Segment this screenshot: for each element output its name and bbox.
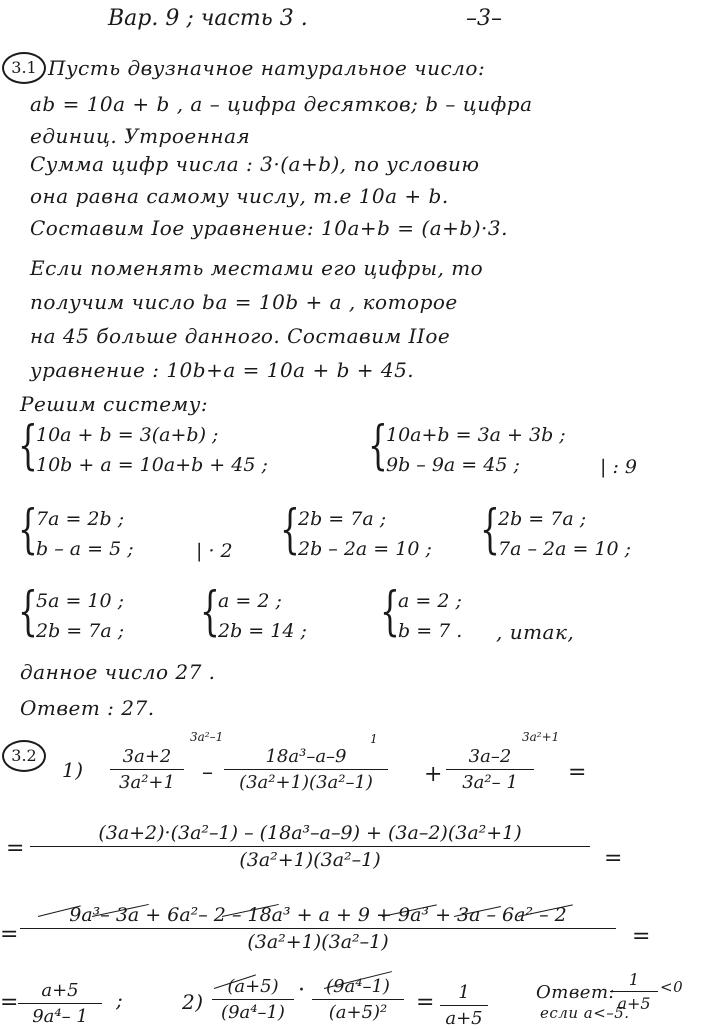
multiplier-note: 3a²+1	[522, 730, 560, 744]
fraction-numerator: (9a⁴–1)	[312, 976, 404, 1000]
equals-sign: =	[568, 760, 587, 785]
system-equation: b – a = 5 ;	[36, 538, 134, 560]
equation-system	[480, 500, 680, 570]
fraction-denominator: 3a²+1	[119, 772, 175, 793]
part-label: 1)	[62, 758, 84, 782]
brace-symbol: {	[280, 500, 300, 560]
equation-system	[18, 582, 188, 652]
solution-line: уравнение : 10b+a = 10a + b + 45.	[30, 358, 415, 382]
solution-line: Составим Iое уравнение: 10a+b = (a+b)·3.	[30, 216, 508, 240]
system-equation: 2b – 2a = 10 ;	[298, 538, 432, 560]
brace-symbol: {	[18, 416, 38, 476]
fraction-3	[446, 746, 534, 793]
plus-sign: +	[424, 762, 443, 787]
equals-sign: =	[604, 846, 623, 871]
fraction-denominator: (a+5)²	[328, 1002, 388, 1023]
operation-note: | : 9	[600, 456, 637, 478]
system-equation: 7a = 2b ;	[36, 508, 125, 530]
brace-symbol: {	[18, 582, 38, 642]
multiplier-note: 1	[370, 732, 378, 746]
solution-line: получим число ba = 10b + a , которое	[30, 290, 458, 314]
brace-symbol: {	[18, 500, 38, 560]
fraction-denominator: (3a²+1)(3a²–1)	[239, 772, 373, 793]
solution-line: Решим систему:	[20, 392, 209, 416]
multiplier-note: 3a²–1	[190, 730, 224, 744]
equals-sign: =	[0, 990, 19, 1015]
system-equation: 7a – 2a = 10 ;	[498, 538, 632, 560]
equation-system	[280, 500, 470, 570]
conclusion-text: , итак,	[496, 620, 575, 644]
solution-line: Пусть двузначное натуральное число:	[48, 56, 486, 80]
answer-line: Ответ : 27.	[20, 696, 155, 720]
fraction-2	[224, 746, 388, 793]
fraction-numerator: 3a–2	[446, 746, 534, 770]
fraction-denominator: (9a⁴–1)	[221, 1002, 285, 1023]
fraction-numerator: 18a³–a–9	[224, 746, 388, 770]
solution-line: она равна самому числу, т.е 10a + b.	[30, 184, 449, 208]
fraction-denominator: (3a²+1)(3a²–1)	[239, 849, 381, 871]
fraction-denominator: 9a⁴– 1	[32, 1006, 88, 1027]
operation-note: | · 2	[196, 540, 233, 562]
brace-symbol: {	[368, 416, 388, 476]
division-left	[212, 976, 294, 1023]
division-right	[312, 976, 404, 1023]
equals-sign: =	[632, 924, 651, 949]
system-equation: b = 7 .	[398, 620, 463, 642]
multiply-dot: ·	[298, 978, 305, 1003]
system-equation: a = 2 ;	[398, 590, 462, 612]
separator: ;	[116, 988, 124, 1012]
final-fraction	[440, 982, 488, 1029]
brace-symbol: {	[380, 582, 400, 642]
solution-line: на 45 больше данного. Составим IIое	[30, 324, 451, 348]
fraction-numerator: (a+5)	[212, 976, 294, 1000]
equals-sign: =	[416, 990, 435, 1015]
solution-line: ab = 10a + b , a – цифра десятков; b – цифра	[30, 92, 533, 116]
system-equation: 10b + a = 10a+b + 45 ;	[36, 454, 268, 476]
combined-fraction	[30, 822, 590, 871]
fraction-1	[110, 746, 184, 793]
fraction-numerator: 1	[440, 982, 488, 1006]
answer-label: Ответ:	[536, 982, 616, 1003]
answer-condition: <0	[660, 978, 684, 996]
equation-system	[380, 582, 500, 652]
problem-3-1-label: 3.1	[2, 52, 46, 84]
fraction-denominator: a+5	[617, 994, 651, 1013]
page-number: –3–	[466, 6, 502, 31]
part-label: 2)	[182, 990, 204, 1014]
system-equation: 5a = 10 ;	[36, 590, 125, 612]
fraction-numerator: (3a+2)·(3a²–1) – (18a³–a–9) + (3a–2)(3a²+1)	[30, 822, 590, 847]
fraction-numerator: 1	[610, 970, 658, 992]
fraction-denominator: 3a²– 1	[462, 772, 518, 793]
system-equation: 2b = 7a ;	[298, 508, 387, 530]
variant-title: Вар. 9 ; часть 3 .	[108, 6, 308, 31]
system-equation: 10a+b = 3a + 3b ;	[386, 424, 566, 446]
answer-note: если a<–5.	[540, 1004, 630, 1022]
result-fraction	[18, 980, 102, 1027]
equation-system	[200, 582, 370, 652]
conclusion-text: данное число 27 .	[20, 660, 216, 684]
equation-system	[18, 416, 348, 486]
fraction-numerator: 3a+2	[110, 746, 184, 770]
system-equation: 2b = 7a ;	[36, 620, 125, 642]
fraction-denominator: (3a²+1)(3a²–1)	[247, 931, 389, 953]
solution-line: Если поменять местами его цифры, то	[30, 256, 484, 280]
system-equation: 2b = 14 ;	[218, 620, 307, 642]
fraction-denominator: a+5	[445, 1008, 483, 1029]
brace-symbol: {	[480, 500, 500, 560]
brace-symbol: {	[200, 582, 220, 642]
fraction-numerator: a+5	[18, 980, 102, 1004]
minus-sign: –	[202, 760, 213, 785]
solution-line: единиц. Утроенная	[30, 124, 251, 148]
fraction-numerator: 9a³– 3a + 6a²– 2 – 18a³ + a + 9 + 9a³ + 3a – 6a² – 2	[20, 904, 616, 929]
system-equation: 2b = 7a ;	[498, 508, 587, 530]
equals-sign: =	[6, 836, 25, 861]
solution-line: Сумма цифр числа : 3·(a+b), по условию	[30, 152, 480, 176]
system-equation: 9b – 9a = 45 ;	[386, 454, 520, 476]
system-equation: 10a + b = 3(a+b) ;	[36, 424, 219, 446]
problem-3-2-label: 3.2	[2, 740, 46, 772]
system-equation: a = 2 ;	[218, 590, 282, 612]
equals-sign: =	[0, 922, 19, 947]
